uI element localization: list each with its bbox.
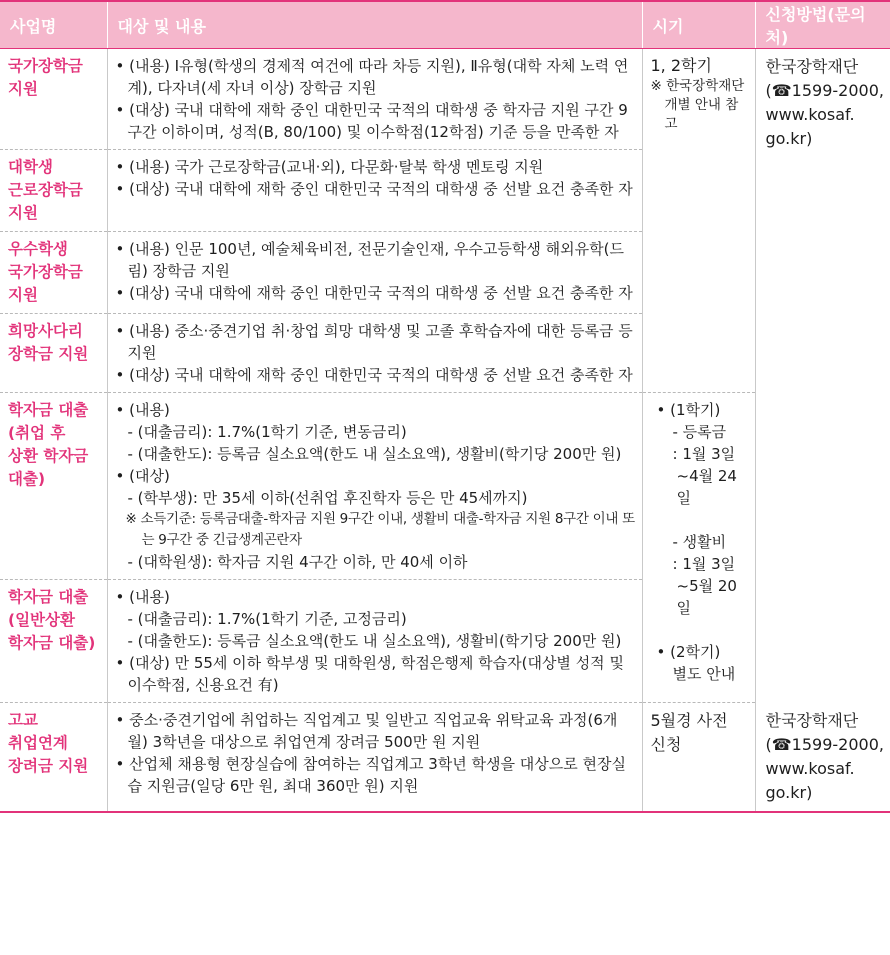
contact-line: www.kosaf. <box>765 105 855 124</box>
program-name-line: 대학생 <box>8 158 53 176</box>
content-line: • (대상) 국내 대학에 재학 중인 대한민국 국적의 대학생 중 선발 요건 충족한 자 <box>115 180 633 198</box>
content-line: • 중소·중견기업에 취업하는 직업계고 및 일반고 직업교육 위탁교육 과정(6개월) 3학년을 대상으로 취업연계 장려금 500만 원 지원 <box>115 711 618 751</box>
period-note: ※ 한국장학재단 개별 안내 참고 <box>650 78 745 132</box>
header-period: 시기 <box>642 1 755 49</box>
contact-line: (☎1599-2000, <box>765 81 884 100</box>
content-line: • (대상) 만 55세 이하 학부생 및 대학원생, 학점은행제 학습자(대상별 성적 및 이수학점, 신용요건 有) <box>115 654 624 694</box>
content-line: • (대상) 국내 대학에 재학 중인 대한민국 국적의 대학생 중 선발 요건 충족한 자 <box>115 366 633 384</box>
program-name <box>0 703 107 812</box>
program-name-line: 상환 학자금 <box>8 447 89 465</box>
program-content <box>107 703 642 812</box>
content-line: • 산업체 채용형 현장실습에 참여하는 직업계고 3학년 학생을 대상으로 현장실습 지원금(일당 6만 원, 최대 360만 원) 지원 <box>115 755 626 795</box>
program-name-line: 장학금 지원 <box>8 345 89 363</box>
program-name-line: 지원 <box>8 204 38 222</box>
period-reg-from: : 1월 3일 <box>672 445 736 463</box>
program-name <box>0 232 107 314</box>
program-name-line: (취업 후 <box>8 424 66 442</box>
program-content <box>107 393 642 580</box>
content-line: • (대상) 국내 대학에 재학 중인 대한민국 국적의 대학생 중 선발 요건 충족한 자 <box>115 284 633 302</box>
program-name <box>0 49 107 150</box>
content-line: - (대출한도): 등록금 실소요액(한도 내 실소요액), 생활비(학기당 200만 원) <box>127 445 622 463</box>
contact-line: 한국장학재단 <box>765 57 859 76</box>
contact-line: www.kosaf. <box>765 758 855 778</box>
period-liv-from: : 1월 3일 <box>672 555 736 573</box>
program-name-line: 고교 <box>8 711 38 729</box>
program-name-line: 지원 <box>8 286 38 304</box>
table-row <box>0 703 890 812</box>
period-cell-scholarship <box>642 49 755 393</box>
content-line: • (내용) Ⅰ유형(학생의 경제적 여건에 따라 차등 지원), Ⅱ유형(대학 자체 노력 연계), 다자녀(세 자녀 이상) 장학금 지원 <box>115 57 629 97</box>
period-liv-label: - 생활비 <box>672 533 727 551</box>
period-reg-to: ~4월 24일 <box>676 467 737 507</box>
program-name-line: 장려금 지원 <box>8 757 89 775</box>
period-cell-loan <box>642 393 755 703</box>
program-name <box>0 393 107 580</box>
program-name-line: 우수학생 <box>8 240 68 258</box>
table-row <box>0 49 890 150</box>
period-sem2-note: 별도 안내 <box>672 665 736 683</box>
contact-line: go.kr) <box>765 129 813 148</box>
contact-line: 한국장학재단 <box>765 710 859 730</box>
content-line: - (대학원생): 학자금 지원 4구간 이하, 만 40세 이하 <box>127 553 468 571</box>
period-liv-to: ~5월 20일 <box>676 577 737 617</box>
program-content <box>107 49 642 150</box>
program-name <box>0 314 107 393</box>
content-line: • (내용) 국가 근로장학금(교내·외), 다문화·탈북 학생 멘토링 지원 <box>115 158 544 176</box>
period-line: 5월경 사전 <box>650 711 728 730</box>
program-content <box>107 150 642 232</box>
content-line: • (내용) 중소·중견기업 취·창업 희망 대학생 및 고졸 후학습자에 대한 등록금 등 지원 <box>115 322 633 362</box>
contact-cell-main <box>755 49 890 703</box>
program-name-line: 취업연계 <box>8 734 68 752</box>
header-row <box>0 1 890 49</box>
program-name-line: (일반상환 <box>8 611 75 629</box>
content-line: ※ 소득기준: 등록금대출-학자금 지원 9구간 이내, 생활비 대출-학자금 지원 8구간 이내 또는 9구간 중 긴급생계곤란자 <box>125 511 635 548</box>
period-sem1: • (1학기) <box>656 401 721 419</box>
program-name <box>0 580 107 703</box>
program-name <box>0 150 107 232</box>
period-main: 1, 2학기 <box>650 56 712 75</box>
content-line: • (내용) 인문 100년, 예술체육비전, 전문기술인재, 우수고등학생 해외유학(드림) 장학금 지원 <box>115 240 624 280</box>
program-name-line: 국가장학금 <box>8 263 83 281</box>
program-name-line: 학자금 대출 <box>8 401 89 419</box>
content-line: • (내용) <box>115 401 170 419</box>
content-line: - (대출금리): 1.7%(1학기 기준, 변동금리) <box>127 423 407 441</box>
program-content <box>107 232 642 314</box>
header-program: 사업명 <box>0 1 107 49</box>
program-name-line: 희망사다리 <box>8 322 83 340</box>
contact-line: go.kr) <box>765 782 813 802</box>
period-reg-label: - 등록금 <box>672 423 727 441</box>
content-line: • (대상) <box>115 467 170 485</box>
content-line: - (대출한도): 등록금 실소요액(한도 내 실소요액), 생활비(학기당 200만 원) <box>127 632 622 650</box>
content-line: • (내용) <box>115 588 170 606</box>
period-line: 신청 <box>650 735 682 754</box>
period-sem2: • (2학기) <box>656 643 721 661</box>
program-name-line: 근로장학금 <box>8 181 83 199</box>
period-cell-incentive <box>642 703 755 812</box>
program-name-line: 국가장학금 <box>8 57 83 75</box>
contact-line: (☎1599-2000, <box>765 734 884 754</box>
header-contact: 신청방법(문의처) <box>755 1 890 49</box>
content-line: - (대출금리): 1.7%(1학기 기준, 고정금리) <box>127 610 407 628</box>
contact-cell-incentive <box>755 703 890 812</box>
header-content: 대상 및 내용 <box>107 1 642 49</box>
program-name-line: 지원 <box>8 80 38 98</box>
content-line: - (학부생): 만 35세 이하(선취업 후진학자 등은 만 45세까지) <box>127 489 528 507</box>
program-content <box>107 314 642 393</box>
program-content <box>107 580 642 703</box>
program-name-line: 학자금 대출) <box>8 634 96 652</box>
program-name-line: 학자금 대출 <box>8 588 89 606</box>
content-line: • (대상) 국내 대학에 재학 중인 대한민국 국적의 대학생 중 학자금 지원 구간 9구간 이하이며, 성적(B, 80/100) 및 이수학점(12학점) 기준 등을 만족한 자 <box>115 101 628 141</box>
program-name-line: 대출) <box>8 470 46 488</box>
